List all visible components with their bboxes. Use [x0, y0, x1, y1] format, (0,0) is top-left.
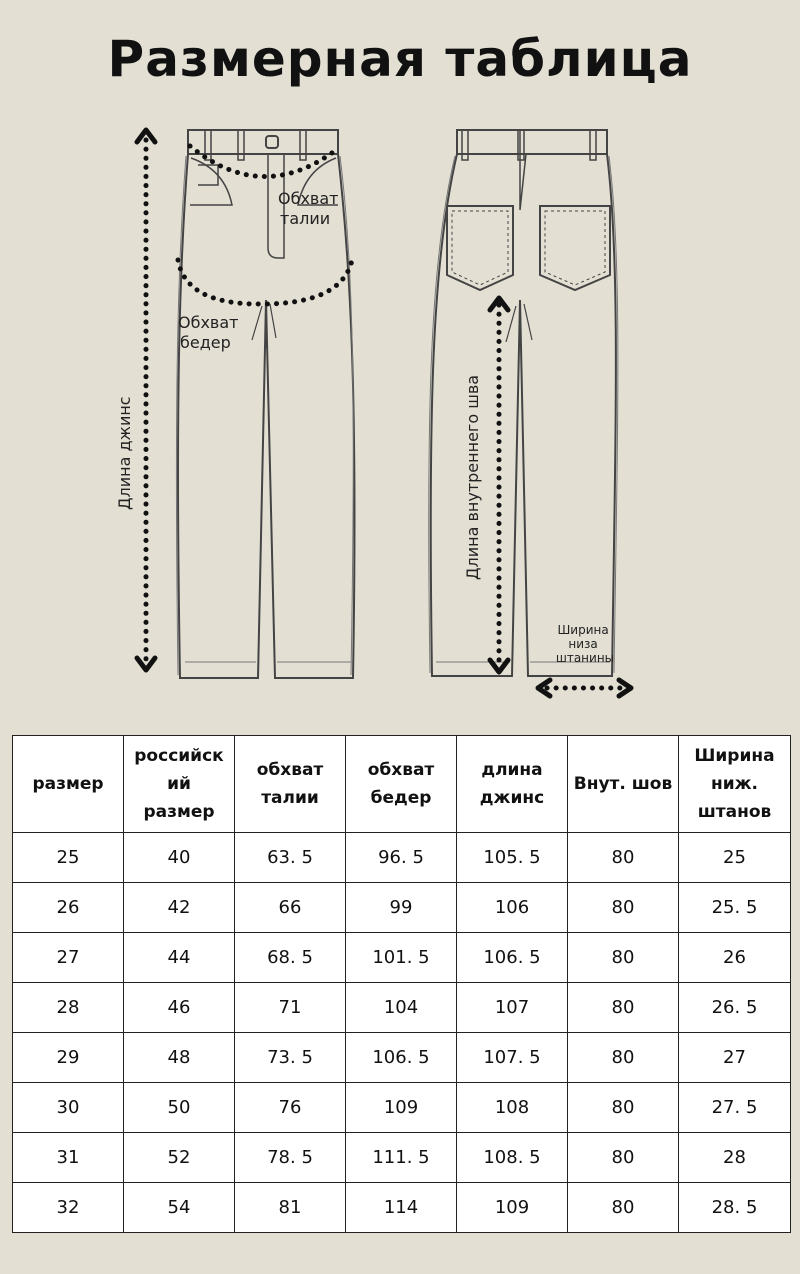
column-header-line: бедер [370, 788, 432, 808]
table-row [13, 1133, 791, 1183]
table-cell: 40 [124, 833, 235, 883]
column-header-line: штанов [697, 802, 772, 822]
table-cell: 31 [13, 1133, 124, 1183]
column-header-line: Внут. шов [573, 774, 673, 794]
table-cell: 66 [235, 883, 346, 933]
table-cell: 108 [457, 1083, 568, 1133]
table-cell: 29 [13, 1033, 124, 1083]
table-cell: 25 [13, 833, 124, 883]
size-table-container [12, 735, 790, 1233]
table-cell: 26 [679, 933, 791, 983]
table-cell: 108. 5 [457, 1133, 568, 1183]
table-header-row [13, 736, 791, 833]
column-header [235, 736, 346, 833]
table-row [13, 1033, 791, 1083]
column-header-line: ий [167, 774, 191, 794]
table-cell: 48 [124, 1033, 235, 1083]
column-header-line: талии [261, 788, 319, 808]
column-header [457, 736, 568, 833]
table-cell: 107. 5 [457, 1033, 568, 1083]
table-row [13, 833, 791, 883]
table-cell: 106 [457, 883, 568, 933]
table-cell: 80 [568, 983, 679, 1033]
length-label: Длина джинс [115, 396, 134, 510]
table-cell: 109 [457, 1183, 568, 1233]
hem-label: Ширина низа штанины [555, 623, 615, 665]
table-cell: 81 [235, 1183, 346, 1233]
column-header-line: ниж. [710, 774, 759, 794]
table-cell: 42 [124, 883, 235, 933]
page-title: Размерная таблица [107, 30, 693, 88]
column-header-line: размер [143, 802, 215, 822]
table-cell: 107 [457, 983, 568, 1033]
table-cell: 80 [568, 1033, 679, 1083]
table-cell: 27 [13, 933, 124, 983]
table-row [13, 1183, 791, 1233]
table-cell: 105. 5 [457, 833, 568, 883]
table-row [13, 933, 791, 983]
table-cell: 111. 5 [346, 1133, 457, 1183]
column-header-line: Ширина [694, 746, 775, 766]
table-row [13, 1083, 791, 1133]
table-cell: 54 [124, 1183, 235, 1233]
table-cell: 50 [124, 1083, 235, 1133]
hips-label: Обхват бедер [178, 313, 239, 352]
table-cell: 25. 5 [679, 883, 791, 933]
table-cell: 26. 5 [679, 983, 791, 1033]
table-row [13, 883, 791, 933]
column-header-line: джинс [479, 788, 545, 808]
column-header [124, 736, 235, 833]
column-header [679, 736, 791, 833]
table-cell: 109 [346, 1083, 457, 1133]
table-cell: 28 [679, 1133, 791, 1183]
column-header-line: обхват [367, 760, 435, 780]
hips-line [178, 260, 352, 304]
back-jeans-drawing [429, 130, 618, 676]
table-cell: 30 [13, 1083, 124, 1133]
table-cell: 52 [124, 1133, 235, 1183]
table-cell: 80 [568, 1133, 679, 1183]
waist-label: Обхват талии [278, 189, 339, 228]
table-cell: 71 [235, 983, 346, 1033]
table-cell: 80 [568, 1083, 679, 1133]
jeans-diagram [0, 110, 800, 710]
column-header-line: размер [32, 774, 104, 794]
table-cell: 96. 5 [346, 833, 457, 883]
table-cell: 27. 5 [679, 1083, 791, 1133]
column-header-line: обхват [256, 760, 324, 780]
table-cell: 80 [568, 833, 679, 883]
table-cell: 28 [13, 983, 124, 1033]
table-cell: 73. 5 [235, 1033, 346, 1083]
table-cell: 106. 5 [457, 933, 568, 983]
table-cell: 63. 5 [235, 833, 346, 883]
table-cell: 80 [568, 933, 679, 983]
table-cell: 44 [124, 933, 235, 983]
table-cell: 78. 5 [235, 1133, 346, 1183]
table-cell: 32 [13, 1183, 124, 1233]
table-cell: 26 [13, 883, 124, 933]
column-header [346, 736, 457, 833]
inseam-label: Длина внутреннего шва [463, 374, 482, 580]
table-cell: 104 [346, 983, 457, 1033]
table-cell: 46 [124, 983, 235, 1033]
column-header-line: длина [481, 760, 543, 780]
column-header [13, 736, 124, 833]
size-table [12, 735, 791, 1233]
table-cell: 25 [679, 833, 791, 883]
table-cell: 106. 5 [346, 1033, 457, 1083]
column-header-line: российск [134, 746, 224, 766]
table-cell: 80 [568, 883, 679, 933]
table-cell: 76 [235, 1083, 346, 1133]
table-cell: 114 [346, 1183, 457, 1233]
table-cell: 28. 5 [679, 1183, 791, 1233]
table-cell: 99 [346, 883, 457, 933]
table-cell: 27 [679, 1033, 791, 1083]
table-cell: 68. 5 [235, 933, 346, 983]
table-cell: 101. 5 [346, 933, 457, 983]
column-header [568, 736, 679, 833]
table-cell: 80 [568, 1183, 679, 1233]
table-row [13, 983, 791, 1033]
